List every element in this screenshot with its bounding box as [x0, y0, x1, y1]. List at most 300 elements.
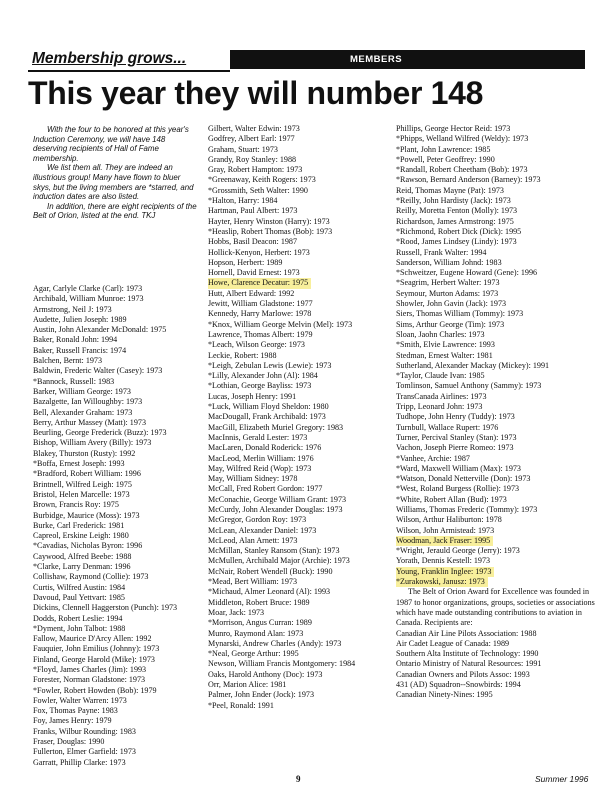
member-entry — [396, 124, 606, 134]
member-name: *Reilly, John Hardisty (Jack): 1973 — [396, 196, 511, 206]
member-entry — [396, 546, 606, 556]
member-entry — [208, 196, 394, 206]
member-name: *Knox, William George Melvin (Mel): 1973 — [208, 319, 353, 329]
member-entry — [208, 412, 394, 422]
member-name: *Plant, John Lawrence: 1985 — [396, 144, 491, 154]
member-entry — [208, 608, 394, 618]
member-name: *Cavadias, Nicholas Byron: 1996 — [33, 541, 143, 551]
member-name: *Bradford, Robert William: 1996 — [33, 469, 141, 479]
member-entry — [208, 206, 394, 216]
member-entry — [33, 521, 199, 531]
member-entry — [396, 237, 606, 247]
member-entry — [396, 340, 606, 350]
member-entry — [396, 217, 606, 227]
member-name: Hutt, Albert Edward: 1992 — [208, 288, 295, 298]
member-name: *Richmond, Robert Dick (Dick): 1995 — [396, 226, 522, 236]
orion-recipient: Air Cadet League of Canada: 1989 — [396, 638, 510, 648]
member-name: Gilbert, Walter Edwin: 1973 — [208, 124, 300, 133]
member-entry — [396, 299, 606, 309]
member-name: *Wright, Jerauld George (Jerry): 1973 — [396, 546, 520, 556]
member-entry — [396, 536, 606, 546]
member-entry — [33, 593, 199, 603]
member-entry — [208, 299, 394, 309]
member-name: Franks, Wilbur Rounding: 1983 — [33, 726, 136, 736]
member-entry — [33, 624, 199, 634]
member-entry — [396, 206, 606, 216]
member-name: *Mead, Bert William: 1973 — [208, 577, 297, 587]
member-name: Tomlinson, Samuel Anthony (Sammy): 1973 — [396, 381, 542, 391]
member-entry — [208, 381, 394, 391]
member-name: Howe, Clarence Decatur: 1975 — [208, 278, 311, 288]
member-entry — [33, 552, 199, 562]
member-name: *Lothian, George Bayliss: 1973 — [208, 381, 312, 391]
member-name: Davoud, Paul Yettvart: 1985 — [33, 592, 125, 602]
member-entry — [208, 351, 394, 361]
member-name: *Smith, Elvie Lawrence: 1993 — [396, 340, 495, 350]
member-name: May, William Sidney: 1978 — [208, 474, 298, 484]
member-name: Mynarski, Andrew Charles (Andy): 1973 — [208, 638, 342, 648]
member-entry — [33, 305, 199, 315]
member-entry — [33, 603, 199, 613]
member-entry — [396, 505, 606, 515]
member-name: *Watson, Donald Netterville (Don): 1973 — [396, 474, 531, 484]
member-entry — [208, 145, 394, 155]
member-entry — [33, 644, 199, 654]
member-name: Moar, Jack: 1973 — [208, 607, 265, 617]
member-entry — [396, 268, 606, 278]
member-name: Garratt, Phillip Clarke: 1973 — [33, 757, 126, 767]
member-name: *Randall, Robert Cheetham (Bob): 1973 — [396, 165, 528, 175]
member-name: *Rood, James Lindsey (Lindy): 1973 — [396, 237, 517, 247]
member-name: *Halton, Harry: 1984 — [208, 196, 278, 206]
member-name: *Zurakowski, Janusz: 1973 — [396, 577, 488, 587]
member-entry — [208, 556, 394, 566]
member-name: Hollick-Kenyon, Herbert: 1973 — [208, 247, 310, 257]
member-name: Hopson, Herbert: 1989 — [208, 257, 283, 267]
member-name: Graham, Stuart: 1973 — [208, 144, 278, 154]
member-entry — [208, 536, 394, 546]
member-name: *Neal, George Arthur: 1995 — [208, 649, 299, 659]
member-name: Turnbull, Wallace Rupert: 1976 — [396, 422, 499, 432]
member-entry — [208, 402, 394, 412]
member-entry — [33, 675, 199, 685]
member-entry — [208, 670, 394, 680]
member-name: *Seagrim, Herbert Walter: 1973 — [396, 278, 500, 288]
member-name: TransCanada Airlines: 1973 — [396, 391, 487, 401]
member-entry — [33, 346, 199, 356]
member-name: Jewitt, William Gladstone: 1977 — [208, 299, 313, 309]
member-name: Williams, Thomas Frederic (Tommy): 1973 — [396, 504, 538, 514]
member-entry — [396, 278, 606, 288]
member-entry — [208, 546, 394, 556]
member-entry — [33, 387, 199, 397]
member-name: Agar, Carlyle Clarke (Carl): 1973 — [33, 284, 143, 293]
orion-recipient: Canadian Air Line Pilots Association: 1988 — [396, 628, 537, 638]
member-name: Hayter, Henry Winston (Harry): 1973 — [208, 216, 330, 226]
member-name: Godfrey, Albert Earl: 1977 — [208, 134, 295, 144]
member-entry — [208, 134, 394, 144]
member-entry — [208, 289, 394, 299]
member-entry — [33, 315, 199, 325]
member-entry — [33, 737, 199, 747]
member-name: Oaks, Harold Anthony (Doc): 1973 — [208, 669, 323, 679]
member-name: May, Wilfred Reid (Wop): 1973 — [208, 463, 312, 473]
member-name: Turner, Percival Stanley (Stan): 1973 — [396, 432, 517, 442]
member-name: Sutherland, Alexander Mackay (Mickey): 1991 — [396, 360, 550, 370]
member-entry — [396, 248, 606, 258]
member-name: Woodman, Jack Fraser: 1995 — [396, 536, 493, 546]
member-name: Fraser, Douglas: 1990 — [33, 737, 105, 747]
member-entry — [208, 320, 394, 330]
member-entry — [208, 361, 394, 371]
member-name: Phillips, George Hector Reid: 1973 — [396, 124, 511, 133]
headline: This year they will number 148 — [28, 75, 484, 111]
member-name: *Boffa, Ernest Joseph: 1993 — [33, 459, 125, 469]
members-column-2 — [208, 124, 394, 711]
member-name: Seymour, Murton Adams: 1973 — [396, 288, 499, 298]
member-name: Middleton, Robert Bruce: 1989 — [208, 597, 310, 607]
member-name: Audette, Julien Joseph: 1989 — [33, 314, 127, 324]
member-entry — [208, 165, 394, 175]
member-name: McLean, Alexander Daniel: 1973 — [208, 525, 317, 535]
member-entry — [33, 511, 199, 521]
member-name: Russell, Frank Walter: 1994 — [396, 247, 487, 257]
member-entry — [33, 377, 199, 387]
member-name: Baker, Ronald John: 1994 — [33, 335, 118, 345]
section-label: MEMBERS — [350, 54, 403, 65]
member-entry — [208, 680, 394, 690]
intro-paragraph: In addition, there are eight recipients of the Belt of Orion, listed at the end. TKJ — [33, 201, 197, 221]
orion-recipient: 431 (AD) Squadron--Snowbirds: 1994 — [396, 680, 521, 690]
issue-date: Summer 1996 — [535, 774, 589, 784]
member-entry — [396, 443, 606, 453]
member-name: Wilson, Arthur Haliburton: 1978 — [396, 515, 502, 525]
member-name: *Lilly, Alexander John (Al): 1984 — [208, 371, 318, 381]
belt-of-orion-list — [396, 629, 606, 701]
member-entry — [396, 289, 606, 299]
member-entry — [208, 443, 394, 453]
member-name: *Ward, Maxwell William (Max): 1973 — [396, 463, 521, 473]
member-entry — [208, 464, 394, 474]
member-name: Leckie, Robert: 1988 — [208, 350, 277, 360]
member-name: Siers, Thomas William (Tommy): 1973 — [396, 309, 524, 319]
member-name: McGregor, Gordon Roy: 1973 — [208, 515, 307, 525]
member-name: Sanderson, William Johnd: 1983 — [396, 257, 502, 267]
member-name: Stedman, Ernest Walter: 1981 — [396, 350, 493, 360]
member-name: Lawrence, Thomas Albert: 1979 — [208, 329, 313, 339]
member-name: Burbidge, Maurice (Moss): 1973 — [33, 510, 140, 520]
section-label-bar — [230, 50, 585, 69]
member-entry — [33, 655, 199, 665]
member-entry — [208, 454, 394, 464]
member-name: MacLaren, Donald Roderick: 1976 — [208, 443, 322, 453]
member-entry — [396, 474, 606, 484]
member-entry — [208, 340, 394, 350]
member-entry — [396, 412, 606, 422]
orion-recipient: Canadian Ninety-Nines: 1995 — [396, 690, 493, 700]
member-entry — [396, 258, 606, 268]
member-name: *Clarke, Larry Denman: 1996 — [33, 562, 131, 572]
member-entry — [208, 639, 394, 649]
member-entry — [33, 325, 199, 335]
member-entry — [396, 381, 606, 391]
member-entry — [208, 124, 394, 134]
member-name: Showler, John Gavin (Jack): 1973 — [396, 299, 507, 309]
member-name: Berry, Arthur Massey (Matt): 1973 — [33, 417, 146, 427]
member-name: *Vanhee, Archie: 1987 — [396, 453, 470, 463]
member-name: Vachon, Joseph Pierre Romeo: 1973 — [396, 443, 514, 453]
orion-recipient: Canadian Owners and Pilots Assoc: 1993 — [396, 669, 530, 679]
member-entry — [396, 227, 606, 237]
member-name: McNair, Robert Wendell (Buck): 1990 — [208, 566, 333, 576]
member-name: Burke, Carl Frederick: 1981 — [33, 520, 125, 530]
member-name: Fullerton, Elmer Garfield: 1973 — [33, 747, 136, 757]
member-name: Fauquier, John Emilius (Johnny): 1973 — [33, 644, 160, 654]
member-entry — [33, 500, 199, 510]
member-entry — [396, 309, 606, 319]
member-entry — [396, 351, 606, 361]
member-name: *Luck, William Floyd Sheldon: 1980 — [208, 402, 329, 412]
member-name: Armstrong, Neil J: 1973 — [33, 304, 112, 314]
member-name: Yorath, Dennis Kestell: 1973 — [396, 556, 491, 566]
member-entry — [33, 459, 199, 469]
member-name: MacDougall, Frank Archibald: 1973 — [208, 412, 326, 422]
member-entry — [208, 701, 394, 711]
member-entry — [396, 433, 606, 443]
member-entry — [33, 583, 199, 593]
member-name: *West, Roland Burgess (Rollie): 1973 — [396, 484, 520, 494]
member-entry — [33, 469, 199, 479]
member-name: Richardson, James Armstrong: 1975 — [396, 216, 514, 226]
member-entry — [396, 495, 606, 505]
member-name: *Greenaway, Keith Rogers: 1973 — [208, 175, 316, 185]
member-name: Baldwin, Frederic Walter (Casey): 1973 — [33, 366, 163, 376]
member-entry — [208, 371, 394, 381]
member-entry — [208, 567, 394, 577]
member-entry — [33, 428, 199, 438]
member-entry — [396, 155, 606, 165]
member-name: Hobbs, Basil Deacon: 1987 — [208, 237, 298, 247]
member-name: Beurling, George Frederick (Buzz): 1973 — [33, 428, 167, 438]
member-name: Balchen, Bernt: 1973 — [33, 356, 103, 366]
member-name: MacGill, Elizabeth Muriel Gregory: 1983 — [208, 422, 344, 432]
member-name: McConachie, George William Grant: 1973 — [208, 494, 347, 504]
member-name: Lucas, Joseph Henry: 1991 — [208, 391, 297, 401]
member-entry — [33, 716, 199, 726]
member-name: Gray, Robert Hampton: 1973 — [208, 165, 303, 175]
member-name: *White, Robert Allan (Bud): 1973 — [396, 494, 507, 504]
member-entry — [396, 556, 606, 566]
member-entry — [208, 175, 394, 185]
member-name: Orr, Marion Alice: 1981 — [208, 680, 287, 690]
member-name: McCurdy, John Alexander Douglas: 1973 — [208, 504, 343, 514]
member-entry — [396, 165, 606, 175]
member-entry — [208, 495, 394, 505]
member-name: Newson, William Francis Montgomery: 1984 — [208, 659, 356, 669]
member-entry — [208, 268, 394, 278]
member-entry — [208, 515, 394, 525]
member-entry — [396, 454, 606, 464]
member-entry — [33, 665, 199, 675]
member-name: *Fowler, Robert Howden (Bob): 1979 — [33, 685, 157, 695]
member-entry — [396, 567, 606, 577]
member-entry — [33, 706, 199, 716]
member-entry — [396, 577, 606, 587]
member-entry — [33, 356, 199, 366]
member-name: Bishop, William Avery (Billy): 1973 — [33, 438, 152, 448]
member-name: Tripp, Leonard John: 1973 — [396, 402, 483, 412]
member-name: Foy, James Henry: 1979 — [33, 716, 112, 726]
member-name: *Grossmith, Seth Walter: 1990 — [208, 185, 308, 195]
member-entry — [33, 727, 199, 737]
member-name: Fowler, Walter Warren: 1973 — [33, 695, 127, 705]
member-entry — [396, 361, 606, 371]
member-entry — [396, 371, 606, 381]
member-entry — [396, 320, 606, 330]
member-name: Bell, Alexander Graham: 1973 — [33, 407, 133, 417]
member-name: *Powell, Peter Geoffrey: 1990 — [396, 154, 495, 164]
members-column-3 — [396, 124, 606, 701]
member-entry — [208, 433, 394, 443]
intro-paragraph: With the four to be honored at this year's Induction Ceremony, we will have 148 deserving recipients of Hall of Fame membership. — [33, 125, 189, 163]
member-entry — [396, 145, 606, 155]
member-name: *Michaud, Almer Leonard (Al): 1993 — [208, 587, 331, 597]
member-name: Baker, Russell Francis: 1974 — [33, 345, 127, 355]
intro-paragraph: We list them all. They are indeed an illustrious group! Many have flown to bluer skys, but the living members are *starred, and induction dates are also listed. — [33, 163, 194, 202]
member-entry — [208, 649, 394, 659]
member-entry — [208, 598, 394, 608]
member-entry — [33, 758, 199, 768]
member-name: Bristol, Helen Marcelle: 1973 — [33, 489, 130, 499]
member-name: *Dyment, John Talbot: 1988 — [33, 623, 126, 633]
member-entry — [33, 696, 199, 706]
member-name: Brintnell, Wilfred Leigh: 1975 — [33, 479, 132, 489]
member-name: Grandy, Roy Stanley: 1988 — [208, 154, 297, 164]
member-entry — [396, 392, 606, 402]
member-name: *Rawson, Bernard Anderson (Barney): 1973 — [396, 175, 541, 185]
belt-of-orion-text: The Belt of Orion Award for Excellence was founded in 1987 to honor organizations, groups, societies or associations which have made outstanding contributions to aviation in Canada. Recipients are: — [396, 587, 595, 628]
member-entry — [396, 515, 606, 525]
member-entry — [33, 449, 199, 459]
member-name: *Morrison, Angus Curran: 1989 — [208, 618, 312, 628]
member-name: Dickins, Clennell Haggerston (Punch): 1973 — [33, 603, 178, 613]
member-entry — [33, 572, 199, 582]
member-name: Blakey, Thurston (Rusty): 1992 — [33, 448, 136, 458]
member-name: Reilly, Moretta Fenton (Molly): 1973 — [396, 206, 518, 216]
member-name: MacInnis, Gerald Lester: 1973 — [208, 432, 308, 442]
member-entry — [208, 248, 394, 258]
member-entry — [396, 526, 606, 536]
member-entry — [33, 541, 199, 551]
member-name: *Floyd, James Charles (Jim): 1993 — [33, 664, 147, 674]
member-name: *Phipps, Welland Wilfred (Weldy): 1973 — [396, 134, 529, 144]
section-header — [28, 50, 230, 72]
member-entry — [33, 480, 199, 490]
member-name: Dodds, Robert Leslie: 1994 — [33, 613, 123, 623]
member-entry — [208, 587, 394, 597]
member-entry — [33, 418, 199, 428]
member-entry — [33, 686, 199, 696]
member-entry — [33, 397, 199, 407]
member-name: Sims, Arthur George (Tim): 1973 — [396, 319, 505, 329]
member-name: Bazalgette, Ian Willoughby: 1973 — [33, 397, 143, 407]
member-name: Munro, Raymond Alan: 1973 — [208, 628, 304, 638]
member-entry — [33, 614, 199, 624]
member-entry — [208, 629, 394, 639]
member-name: *Leigh, Zebulan Lewis (Lewie): 1973 — [208, 360, 332, 370]
member-entry — [208, 309, 394, 319]
member-name: Wilson, John Armistead: 1973 — [396, 525, 495, 535]
member-entry — [396, 423, 606, 433]
member-name: McMullen, Archibald Major (Archie): 1973 — [208, 556, 350, 566]
member-entry — [396, 175, 606, 185]
member-entry — [396, 464, 606, 474]
member-entry — [208, 474, 394, 484]
member-name: Caywood, Alfred Beebe: 1988 — [33, 551, 132, 561]
member-entry — [396, 196, 606, 206]
member-entry — [396, 402, 606, 412]
member-name: Young, Franklin Inglee: 1973 — [396, 567, 494, 577]
member-entry — [208, 577, 394, 587]
member-name: Fox, Thomas Payne: 1983 — [33, 706, 118, 716]
member-entry — [33, 562, 199, 572]
member-entry — [396, 484, 606, 494]
member-name: Fallow, Maurice D'Arcy Allen: 1992 — [33, 634, 152, 644]
members-column-1 — [33, 284, 199, 768]
member-name: Sloan, Jaohn Charles: 1973 — [396, 329, 485, 339]
member-name: *Bannock, Russell: 1983 — [33, 376, 115, 386]
member-name: Tudhope, John Henry (Tuddy): 1973 — [396, 412, 515, 422]
member-name: Finland, George Harold (Mike): 1973 — [33, 654, 155, 664]
member-entry — [33, 634, 199, 644]
member-entry — [33, 747, 199, 757]
page-number: 9 — [296, 774, 301, 784]
member-entry — [208, 186, 394, 196]
member-name: Kennedy, Harry Marlowe: 1978 — [208, 309, 312, 319]
member-name: Reid, Thomas Mayne (Pat): 1973 — [396, 185, 504, 195]
member-entry — [208, 227, 394, 237]
member-name: Forester, Norman Gladstone: 1973 — [33, 675, 146, 685]
member-entry — [208, 258, 394, 268]
members-list — [396, 124, 606, 587]
member-entry — [33, 366, 199, 376]
member-name: *Leach, Wilson George: 1973 — [208, 340, 305, 350]
member-name: Collishaw, Raymond (Collie): 1973 — [33, 572, 149, 582]
member-name: *Schweitzer, Eugene Howard (Gene): 1996 — [396, 268, 538, 278]
member-entry — [396, 134, 606, 144]
member-entry — [33, 408, 199, 418]
orion-recipient: Southern Alta Institute of Technology: 1990 — [396, 649, 539, 659]
orion-recipient: Ontario Ministry of Natural Resources: 1991 — [396, 659, 542, 669]
member-entry — [396, 186, 606, 196]
member-entry — [208, 278, 394, 288]
member-entry — [208, 155, 394, 165]
member-name: Hartman, Paul Albert: 1973 — [208, 206, 298, 216]
member-entry — [396, 330, 606, 340]
member-entry — [33, 335, 199, 345]
member-entry — [208, 526, 394, 536]
member-name: Austin, John Alexander McDonald: 1975 — [33, 325, 167, 335]
intro-text — [33, 125, 199, 221]
member-entry — [208, 484, 394, 494]
member-entry — [208, 392, 394, 402]
member-name: *Taylor, Claude Ivan: 1985 — [396, 371, 485, 381]
member-entry — [33, 531, 199, 541]
member-name: McLeod, Alan Arnett: 1973 — [208, 535, 298, 545]
member-entry — [208, 423, 394, 433]
member-name: Brown, Francis Roy: 1975 — [33, 500, 119, 510]
member-entry — [33, 490, 199, 500]
